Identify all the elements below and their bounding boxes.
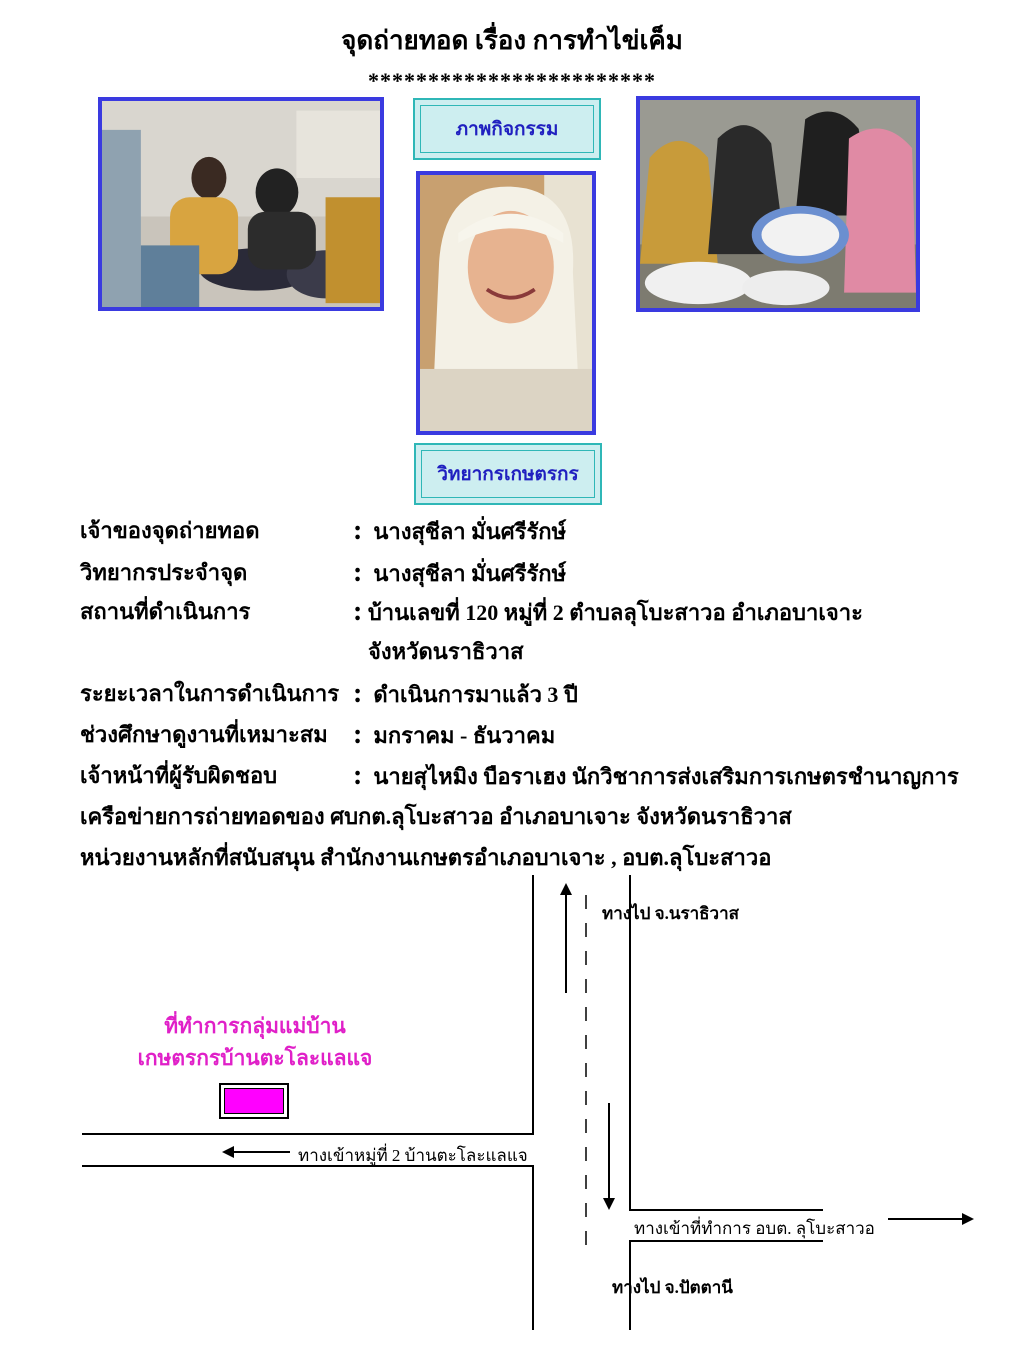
activity-photo-left (98, 97, 384, 311)
side-road-left-top (82, 1133, 534, 1135)
speaker-label: วิทยากรประจำจุด (80, 560, 248, 585)
duration-label: ระยะเวลาในการดำเนินการ (80, 681, 340, 706)
speaker-caption-label: วิทยากรเกษตรกร (437, 464, 579, 485)
page-title: จุดถ่ายทอด เรื่อง การทำไข่เค็ม (341, 26, 683, 55)
officer-label: เจ้าหน้าที่ผู้รับผิดชอบ (80, 763, 278, 788)
info-row-owner (80, 517, 260, 545)
road-left-edge-lower (532, 1166, 534, 1330)
title-underline-stars: ************************ (368, 68, 656, 93)
info-row-period (80, 721, 328, 749)
group-office-label (120, 1010, 390, 1074)
activity-caption (413, 98, 601, 160)
location-province: จังหวัดนราธิวาส (368, 639, 524, 664)
info-row-speaker-value (353, 559, 566, 588)
to-office-label: ทางเข้าที่ทำการ อบต. ลุโบะสาวอ (634, 1219, 875, 1238)
info-row-officer-value (353, 762, 959, 791)
info-row-speaker (80, 559, 247, 587)
speaker-photo (416, 171, 596, 435)
activity-caption-label: ภาพกิจกรรม (455, 119, 559, 140)
location-value-line2 (368, 638, 524, 666)
info-row-duration-value (353, 680, 578, 709)
info-row-owner-value (353, 517, 566, 546)
side-road-right-top (629, 1209, 823, 1211)
info-row-location (80, 598, 250, 626)
period-label: ช่วงศึกษาดูงานที่เหมาะสม (80, 722, 328, 747)
group-office-line1: ที่ทำการกลุ่มแม่บ้าน (164, 1014, 346, 1038)
activity-photo-right (636, 96, 920, 312)
duration-value: ดำเนินการมาแล้ว 3 ปี (373, 682, 578, 707)
info-row-duration (80, 680, 339, 708)
network-line: เครือข่ายการถ่ายทอดของ ศบกต.ลุโบะสาวอ อำเภอบาเจาะ จังหวัดนราธิวาส (80, 804, 792, 829)
info-row-officer (80, 762, 277, 790)
group-office-line2: เกษตรกรบ้านตะโละแลแจ (137, 1046, 373, 1070)
colon-separator: : (353, 515, 363, 546)
to-pattani-label: ทางไป จ.ปัตตานี (612, 1278, 733, 1297)
colon-separator: : (353, 557, 363, 588)
arrow-up-icon (558, 883, 574, 995)
colon-separator: : (353, 719, 363, 750)
to-village-label: ทางเข้าหมู่ที่ 2 บ้านตะโละแลแจ (298, 1146, 528, 1165)
location-value: บ้านเลขที่ 120 หมู่ที่ 2 ตำบลลุโบะสาวอ อำเภอบาเจาะ (367, 600, 863, 625)
info-row-period-value (353, 721, 555, 750)
speaker-value: นางสุชีลา มั่นศรีรักษ์ (373, 561, 567, 586)
to-narathiwat-label: ทางไป จ.นราธิวาส (602, 904, 739, 923)
owner-label: เจ้าของจุดถ่ายทอด (80, 518, 260, 543)
location-label: สถานที่ดำเนินการ (80, 599, 251, 624)
arrow-down-icon (601, 1103, 617, 1211)
road-center-dashes (580, 895, 592, 1245)
speaker-caption (414, 443, 602, 505)
colon-separator: : (353, 678, 363, 709)
arrow-right-icon (888, 1212, 974, 1226)
period-value: มกราคม - ธันวาคม (373, 723, 556, 748)
group-office-marker (219, 1083, 289, 1119)
colon-separator: : (353, 760, 363, 791)
colon-separator: : (353, 596, 363, 627)
officer-value: นายสุไหมิง บือราเฮง นักวิชาการส่งเสริมการเกษตรชำนาญการ (373, 764, 959, 789)
support-line: หน่วยงานหลักที่สนับสนุน สำนักงานเกษตรอำเภอบาเจาะ , อบต.ลุโบะสาวอ (80, 845, 772, 870)
arrow-left-icon (222, 1145, 290, 1159)
road-left-edge-upper (532, 875, 534, 1133)
info-row-location-value (353, 598, 863, 627)
owner-value: นางสุชีลา มั่นศรีรักษ์ (373, 519, 567, 544)
